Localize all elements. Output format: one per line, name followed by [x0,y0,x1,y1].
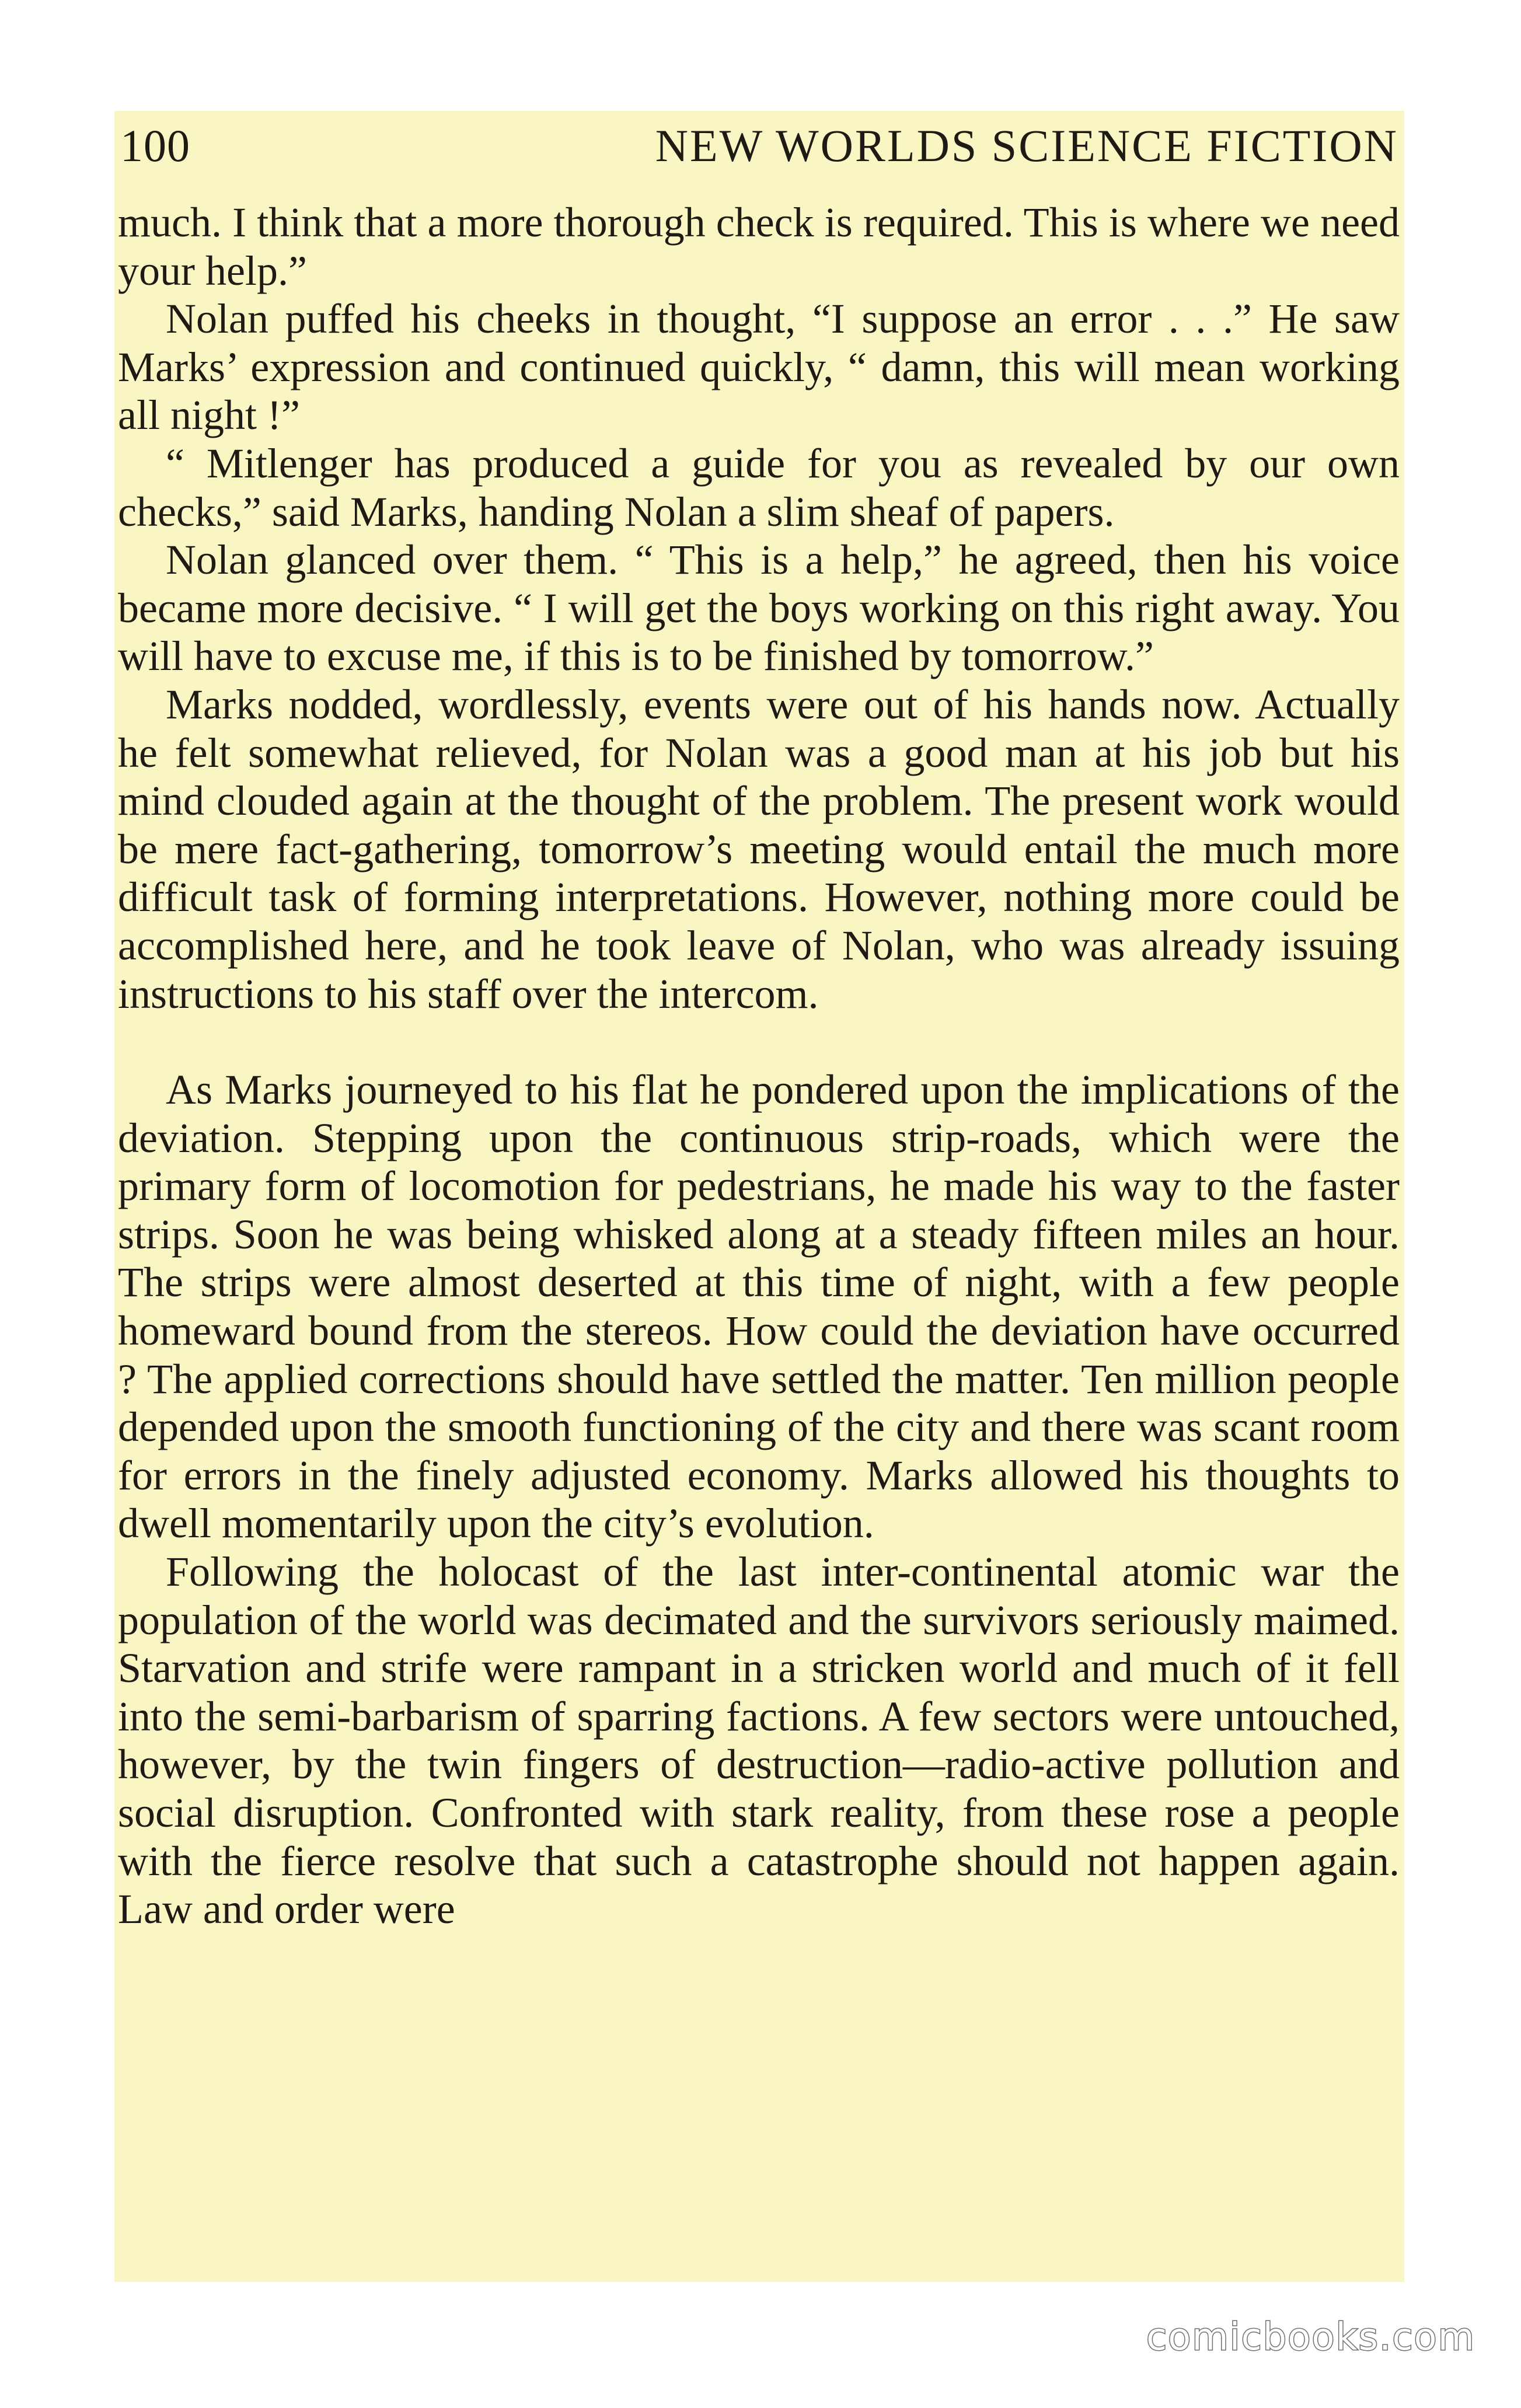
paragraph: Nolan glanced over them. “ This is a help,” he agreed, then his voice became more decisive. “ I will get the boys working on this right away. You will have to excuse me, if this is to be finished by tomorrow.” [118,536,1400,680]
paragraph: Following the holocast of the last inter-continental atomic war the population of the world was decimated and the survivors seriously maimed. Starvation and strife were rampant in a stricken world and much of it fell into the semi-barbarism of sparring factions. A few sectors were untouched, however, by the twin fingers of destruction—radio-active pollution and social disruption. Confronted with stark reality, from these rose a people with the fierce resolve that such a catastrophe should not happen again. Law and order were [118,1548,1400,1933]
paragraph: Marks nodded, wordlessly, events were out of his hands now. Actually he felt somewhat relieved, for Nolan was a good man at his job but his mind clouded again at the thought of the problem. The present work would be mere fact-gathering, tomorrow’s meeting would entail the much more difficult task of forming interpretations. However, nothing more could be accomplished here, and he took leave of Nolan, who was already issuing instructions to his staff over the intercom. [118,680,1400,1017]
paragraph-continuation: much. I think that a more thorough check is required. This is where we need your help.” [118,199,1400,294]
page-number: 100 [120,120,190,171]
running-head [120,111,1398,181]
paragraph: “ Mitlenger has produced a guide for you as revealed by our own checks,” said Marks, handing Nolan a slim sheaf of papers. [118,439,1400,535]
body-text [118,198,1400,1934]
site-watermark: comicbooks.com [1146,2316,1475,2359]
paragraph: Nolan puffed his cheeks in thought, “I suppose an error . . .” He saw Marks’ expression and continued quickly, “ damn, this will mean working all night !” [118,295,1400,439]
journal-title: NEW WORLDS SCIENCE FICTION [655,120,1398,171]
paragraph-section-start: As Marks journeyed to his flat he pondered upon the implications of the deviation. Stepping upon the continuous strip-roads, which were the primary form of locomotion for pedestrians, he made his way to the faster strips. Soon he was being whisked along at a steady fifteen miles an hour. The strips were almost deserted at this time of night, with a few people homeward bound from the stereos. How could the deviation have occurred ? The applied corrections should have settled the matter. Ten million people depended upon the smooth functioning of the city and there was scant room for errors in the finely adjusted economy. Marks allowed his thoughts to dwell momentarily upon the city’s evolution. [118,1066,1400,1547]
book-page [114,111,1404,2282]
